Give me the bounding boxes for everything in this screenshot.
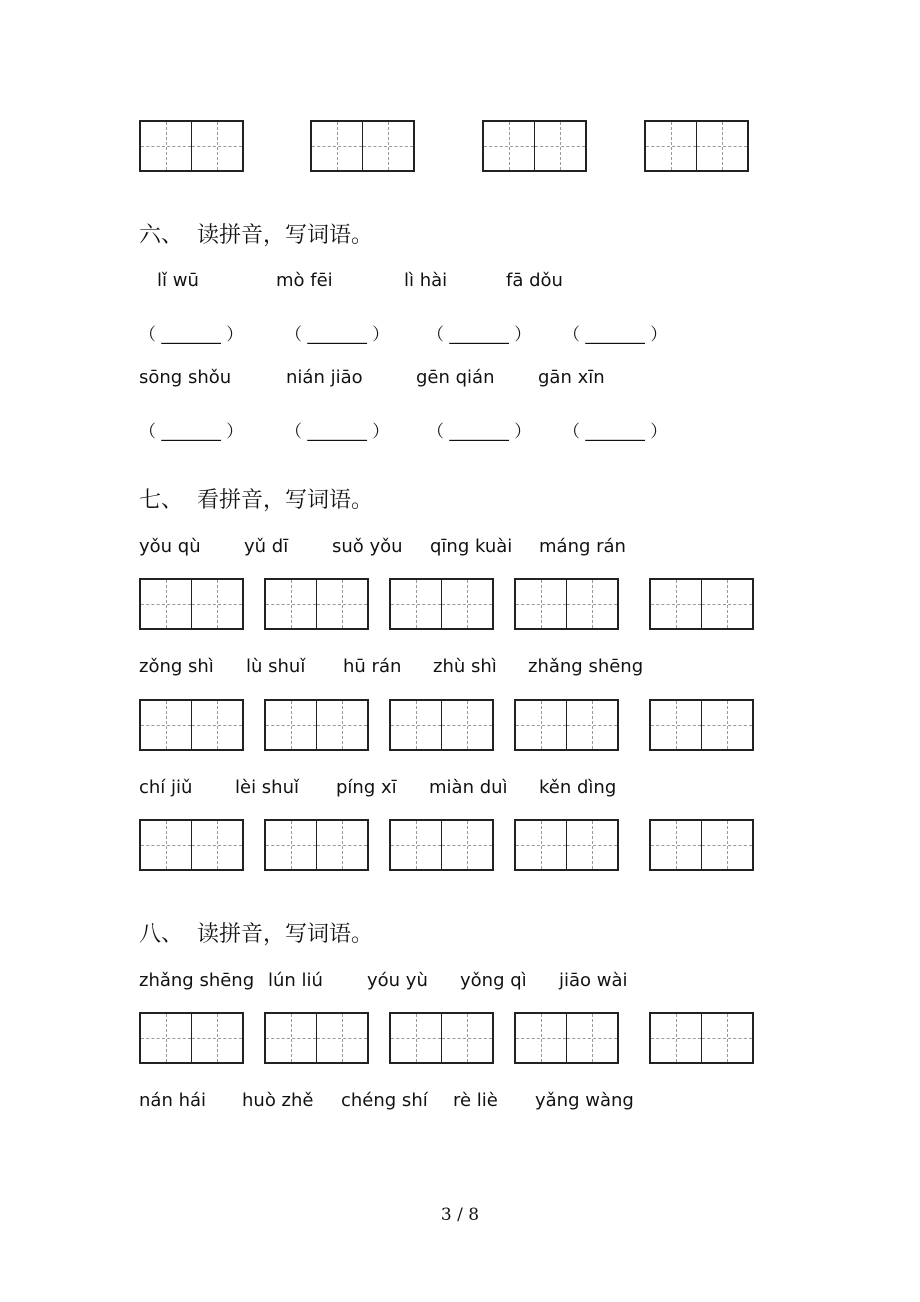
writing-box[interactable] xyxy=(514,1012,619,1064)
writing-box[interactable] xyxy=(514,699,619,751)
writing-box[interactable] xyxy=(514,819,619,871)
pinyin-word: yǒu qù xyxy=(139,536,201,557)
answer-blank[interactable]: （ _______ ） xyxy=(139,422,244,442)
section-title: 读拼音，写词语。 xyxy=(197,223,374,248)
writing-box[interactable] xyxy=(264,699,369,751)
pinyin-word: kěn dìng xyxy=(539,777,617,798)
answer-blank[interactable]: （ _______ ） xyxy=(285,422,390,442)
pinyin-word: hū rán xyxy=(343,656,402,677)
writing-box[interactable] xyxy=(139,578,244,630)
section-seven-heading xyxy=(139,483,373,514)
pinyin-word: chéng shí xyxy=(341,1090,428,1111)
pinyin-word: yǎng wàng xyxy=(535,1090,634,1111)
pinyin-word: lì hài xyxy=(404,270,448,291)
pinyin-word: qīng kuài xyxy=(430,536,513,557)
answer-blank[interactable]: （ _______ ） xyxy=(139,325,244,345)
writing-box[interactable] xyxy=(649,819,754,871)
answer-blank[interactable]: （ _______ ） xyxy=(427,422,532,442)
writing-box[interactable] xyxy=(649,699,754,751)
writing-box[interactable] xyxy=(264,578,369,630)
pinyin-word: fā dǒu xyxy=(506,270,563,291)
pinyin-word: zhǎng shēng xyxy=(528,656,644,677)
section-number: 八、 xyxy=(139,922,184,947)
pinyin-word: zhǎng shēng xyxy=(139,970,255,991)
pinyin-word: yóu yù xyxy=(367,970,428,991)
writing-box[interactable] xyxy=(389,1012,494,1064)
writing-box[interactable] xyxy=(310,120,415,172)
pinyin-word: chí jiǔ xyxy=(139,777,193,798)
pinyin-word: zhù shì xyxy=(433,656,497,677)
writing-box[interactable] xyxy=(514,578,619,630)
writing-box[interactable] xyxy=(482,120,587,172)
writing-box[interactable] xyxy=(139,699,244,751)
pinyin-word: lù shuǐ xyxy=(246,656,306,677)
writing-box[interactable] xyxy=(389,819,494,871)
pinyin-word: máng rán xyxy=(539,536,626,557)
pinyin-word: mò fēi xyxy=(276,270,333,291)
writing-box[interactable] xyxy=(139,819,244,871)
section-title: 读拼音，写词语。 xyxy=(197,922,374,947)
answer-blank[interactable]: （ _______ ） xyxy=(563,422,668,442)
writing-box[interactable] xyxy=(644,120,749,172)
writing-box[interactable] xyxy=(264,1012,369,1064)
pinyin-word: miàn duì xyxy=(429,777,508,798)
writing-box[interactable] xyxy=(649,1012,754,1064)
writing-box[interactable] xyxy=(139,120,244,172)
pinyin-word: nán hái xyxy=(139,1090,207,1111)
answer-blank[interactable]: （ _______ ） xyxy=(427,325,532,345)
pinyin-word: lèi shuǐ xyxy=(235,777,299,798)
pinyin-word: yǒng qì xyxy=(460,970,527,991)
pinyin-word: gēn qián xyxy=(416,367,495,388)
section-number: 六、 xyxy=(139,223,184,248)
answer-blank[interactable]: （ _______ ） xyxy=(563,325,668,345)
writing-box[interactable] xyxy=(264,819,369,871)
section-eight-heading xyxy=(139,917,373,948)
section-title: 看拼音，写词语。 xyxy=(197,488,374,513)
pinyin-word: nián jiāo xyxy=(286,367,363,388)
section-number: 七、 xyxy=(139,488,184,513)
answer-blank[interactable]: （ _______ ） xyxy=(285,325,390,345)
pinyin-word: píng xī xyxy=(336,777,397,798)
pinyin-word: zǒng shì xyxy=(139,656,214,677)
pinyin-word: yǔ dī xyxy=(244,536,289,557)
section-six-heading xyxy=(139,218,373,249)
pinyin-word: sōng shǒu xyxy=(139,367,232,388)
pinyin-word: suǒ yǒu xyxy=(332,536,403,557)
writing-box[interactable] xyxy=(139,1012,244,1064)
pinyin-word: lún liú xyxy=(268,970,323,991)
writing-box[interactable] xyxy=(649,578,754,630)
pinyin-word: huò zhě xyxy=(242,1090,314,1111)
page-number: 3 / 8 xyxy=(440,1205,480,1225)
writing-box[interactable] xyxy=(389,699,494,751)
pinyin-word: jiāo wài xyxy=(559,970,628,991)
pinyin-word: gān xīn xyxy=(538,367,605,388)
writing-box[interactable] xyxy=(389,578,494,630)
pinyin-word: lǐ wū xyxy=(157,270,199,291)
pinyin-word: rè liè xyxy=(453,1090,498,1111)
